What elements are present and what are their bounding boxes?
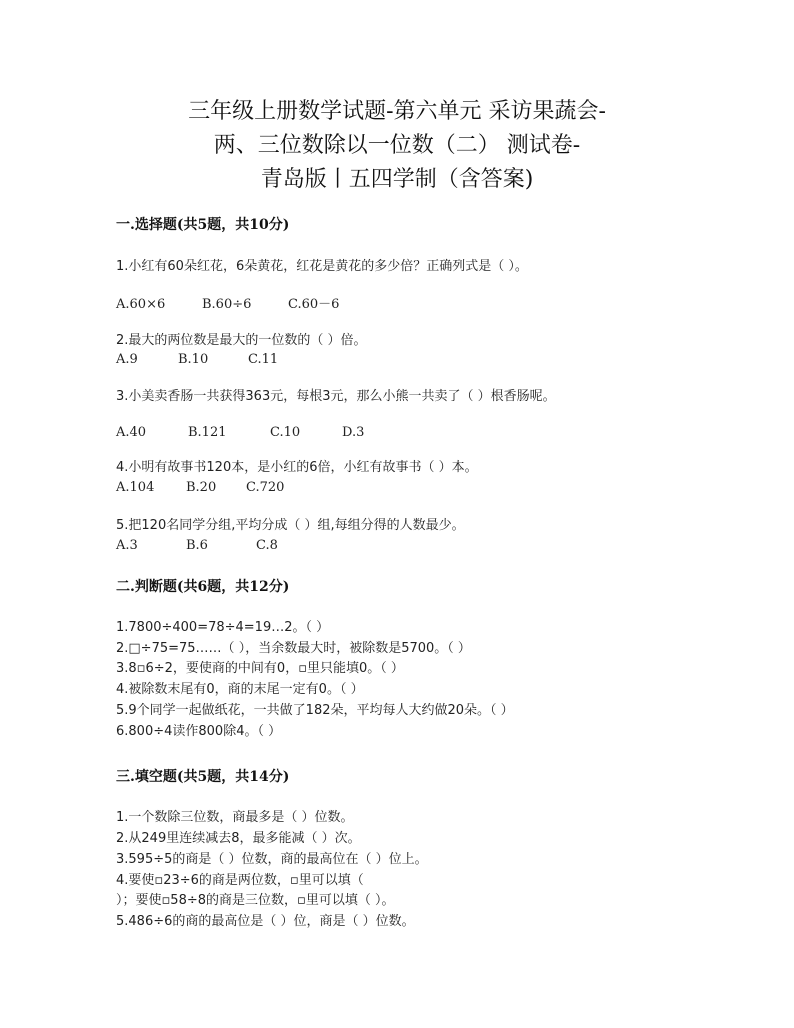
option-a: A.60×6 <box>116 297 166 312</box>
title-line-2: 两、三位数除以一位数（二） 测试卷- <box>213 133 581 158</box>
question-5-options <box>116 537 278 555</box>
section-heading-fill-in: 三.填空题(共5题，共14分) <box>116 769 290 785</box>
option-b: B.10 <box>178 352 209 367</box>
question-4-options <box>116 479 284 497</box>
option-b: B.60÷6 <box>202 297 252 312</box>
question-3-options <box>116 424 364 442</box>
question-1: 1.小红有60朵红花，6朵黄花，红花是黄花的多少倍？正确列式是（ ）。 <box>116 259 528 274</box>
judgement-item-1: 1.7800÷400=78÷4=19…2。（ ） <box>116 620 330 635</box>
judgement-item-4: 4.被除数末尾有0，商的末尾一定有0。（ ） <box>116 682 364 697</box>
option-c: C.60－6 <box>288 297 340 312</box>
option-c: C.8 <box>256 538 278 553</box>
question-4: 4.小明有故事书120本，是小红的6倍，小红有故事书（ ）本。 <box>116 460 478 475</box>
judgement-item-2: 2.□÷75=75……（ ），当余数最大时，被除数是5700。（ ） <box>116 641 471 656</box>
title-line-3: 青岛版丨五四学制（含答案) <box>260 167 534 192</box>
option-b: B.20 <box>186 480 217 495</box>
option-c: C.720 <box>246 480 285 495</box>
option-a: A.3 <box>116 538 138 553</box>
option-a: A.40 <box>116 425 147 440</box>
fill-item-1: 1.一个数除三位数，商最多是（ ）位数。 <box>116 810 354 825</box>
judgement-item-5: 5.9个同学一起做纸花，一共做了182朵，平均每人大约做20朵。（ ） <box>116 703 514 718</box>
option-a: A.9 <box>116 352 138 367</box>
option-b: B.121 <box>188 425 227 440</box>
judgement-item-6: 6.800÷4读作800除4。（ ） <box>116 724 282 739</box>
option-d: D.3 <box>342 425 365 440</box>
question-5: 5.把120名同学分组,平均分成（ ）组,每组分得的人数最少。 <box>116 518 465 533</box>
question-3: 3.小美卖香肠一共获得363元，每根3元，那么小熊一共卖了（ ）根香肠呢。 <box>116 389 556 404</box>
option-a: A.104 <box>116 480 155 495</box>
question-1-options <box>116 296 339 314</box>
title-line-1: 三年级上册数学试题-第六单元 采访果蔬会- <box>188 99 606 124</box>
option-b: B.6 <box>186 538 208 553</box>
judgement-item-3: 3.8▫6÷2，要使商的中间有0，▫里只能填0。（ ） <box>116 661 404 676</box>
fill-item-2: 2.从249里连续减去8，最多能减（ ）次。 <box>116 831 361 846</box>
fill-item-5: 5.486÷6的商的最高位是（ ）位，商是（ ）位数。 <box>116 914 415 929</box>
fill-item-4: 4.要使▫23÷6的商是两位数，▫里可以填（ <box>116 873 364 888</box>
section-heading-judgement: 二.判断题(共6题，共12分) <box>116 579 290 595</box>
fill-item-4-continued: ）；要使▫58÷8的商是三位数，▫里可以填（ ）。 <box>116 893 395 908</box>
question-2: 2.最大的两位数是最大的一位数的（ ）倍。 <box>116 333 367 348</box>
option-c: C.11 <box>248 352 279 367</box>
fill-item-3: 3.595÷5的商是（ ）位数，商的最高位在（ ）位上。 <box>116 852 428 867</box>
question-2-options <box>116 351 278 369</box>
option-c: C.10 <box>270 425 301 440</box>
section-heading-choice: 一.选择题(共5题，共10分) <box>116 217 290 233</box>
